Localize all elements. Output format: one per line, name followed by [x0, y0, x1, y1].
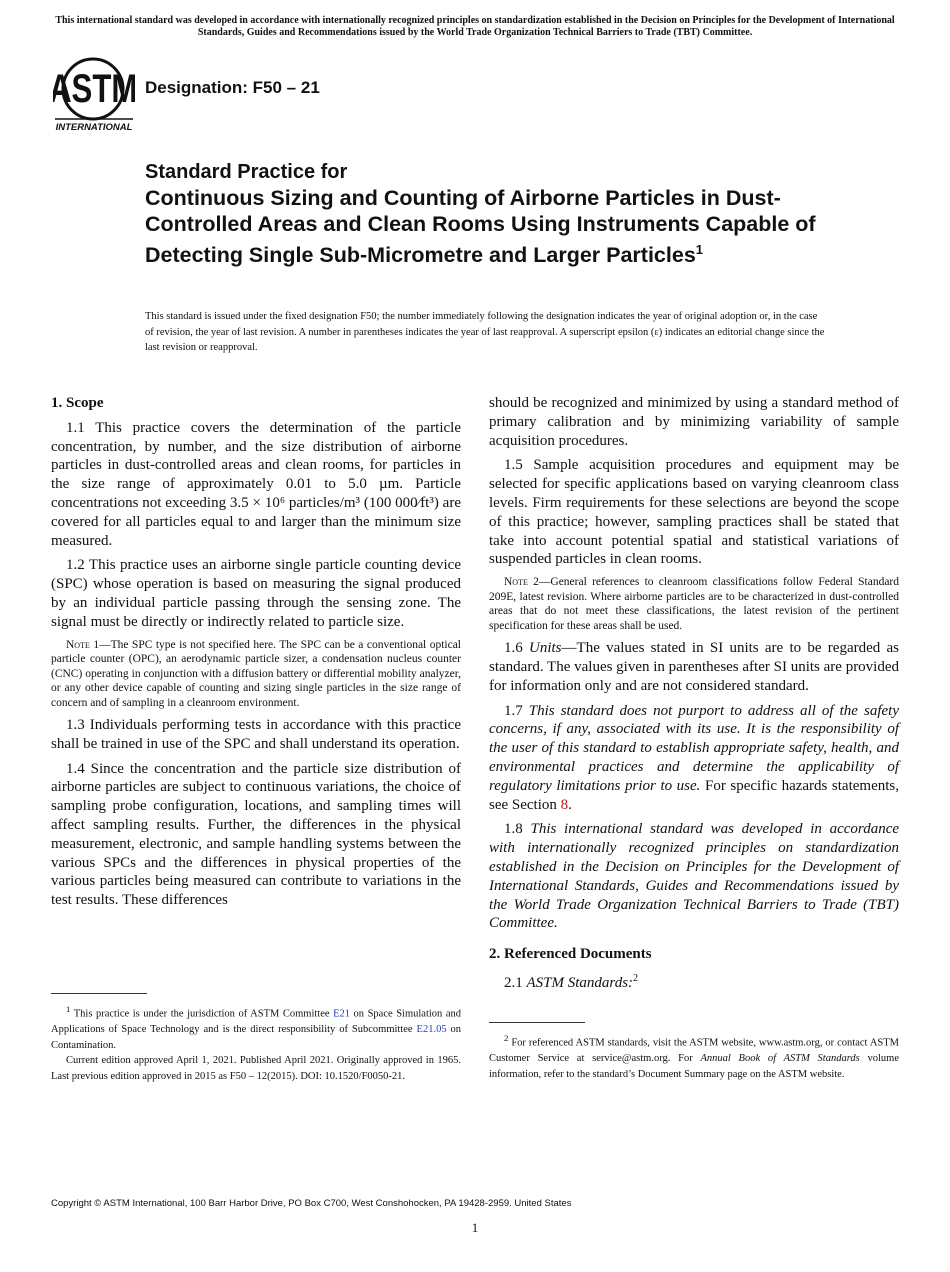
paragraph-1-7-number: 1.7 [504, 702, 523, 719]
units-label: Units [529, 640, 562, 657]
paragraph-1-4: 1.4 Since the concentration and the particle size distribution of airborne particles are subject to continuous variations, the choice of sampling probe configuration, locations, and sampling times will affect sampling results. Further, the differences in the physical measurement, electronic, and sample handling systems between the various SPCs and the differences in physical properties of the various particles being measured can contribute to variations in the test results. These differences [51, 760, 461, 909]
committee-e21-link[interactable]: E21 [333, 1008, 350, 1020]
footnote-rule-right [489, 1022, 585, 1023]
paragraph-1-6-text: —The values stated in SI units are to be regarded as standard. The values given in parentheses after SI units are provided for information only and are not considered standard. [489, 640, 900, 694]
annual-book-title: Annual Book of ASTM Standards [700, 1053, 860, 1064]
footnote-2-text-a: For referenced ASTM standards, visit the ASTM website, www.astm.org, or contact ASTM Customer Service at service@astm.org. For [489, 1037, 899, 1064]
footnote-1-text-b: on Space Simulation and Applications of Space Technology and is the direct responsibility of Subcommittee [51, 1008, 461, 1035]
paragraph-2-1-number: 2.1 [504, 974, 523, 991]
issue-note: This standard is issued under the fixed designation F50; the number immediately following the designation indicates the year of original adoption or, in the case of revision, the year of last revision. A number in parentheses indicates the year of last reapproval. A superscript epsilon (ε) indicates an editorial change since the last revision or reapproval. [145, 311, 825, 353]
section-heading-referenced-documents: 2. Referenced Documents [489, 946, 652, 963]
title-block [145, 160, 845, 268]
paragraph-1-2: 1.2 This practice uses an airborne single particle counting device (SPC) whose operation is based on measuring the signal produced by an individual particle passing through the sensing zone. The signal must be directly or indirectly related to particle size. [51, 557, 461, 630]
footnote-2-ref[interactable]: 2 [633, 972, 639, 984]
paragraph-1-8-number: 1.8 [504, 821, 523, 838]
section-heading-scope: 1. Scope [51, 395, 104, 411]
footnote-2-mark: 2 [504, 1033, 509, 1043]
note-1-text: —The SPC type is not specified here. The SPC can be a conventional optical particle counter (OPC), an aerodynamic particle sizer, a condensation nucleus counter (CNC) operating in conjunction with a diffusion battery or differential mobility analyzer, or any other device capable of counting and sizing single particles in the size range of concern and of sampling in a cleanroom environment. [51, 638, 462, 709]
right-column [489, 394, 899, 999]
wto-statement: This international standard was developed in accordance with internationally recognized principles on standardization established in the Decision on Principles for the Development of International Standards, Guides and Recommendations issued by the World Trade Organization Technical Barriers to Trade (TBT) Committee. [489, 821, 900, 932]
title-prefix: Standard Practice for [145, 161, 348, 183]
svg-text:INTERNATIONAL: INTERNATIONAL [55, 122, 133, 133]
paragraph-1-7: 1.7 This standard does not purport to address all of the safety concerns, if any, associated with its use. It is the responsibility of the user of this standard to establish appropriate safety, health, and environmental practices and determine the applicability of regulatory limitations prior to use. For specific hazards statements, see Section 8. [489, 702, 899, 813]
paragraph-2-1 [489, 970, 899, 993]
footnote-1 [51, 1002, 461, 1084]
svg-text:ASTM: ASTM [53, 66, 135, 112]
footnote-2-para [489, 1031, 899, 1082]
paragraph-1-5: 1.5 Sample acquisition procedures and equipment may be selected for specific applications based on varying cleanroom class levels. Firm requirements for these selections are beyond the scope of this practice; however, sampling practices shall be stated that take into account potential spatial and statistical variations of suspended particles in clean rooms. [489, 457, 899, 568]
footnote-1-text-c: on Contamination. [51, 1024, 462, 1051]
paragraph-1-6-number: 1.6 [504, 640, 523, 657]
note-2 [489, 575, 899, 633]
footnote-2 [489, 1031, 899, 1082]
page-number: 1 [471, 1220, 479, 1235]
footnote-2-text-b: volume information, refer to the standard’s Document Summary page on the ASTM website. [489, 1053, 900, 1080]
note-2-text: —General references to cleanroom classifications follow Federal Standard 209E, latest revision. Where airborne particles are to be characterized in dust-controlled areas that do not meet these classifications, the latest revision of the pertinent specification for these areas shall be used. [489, 576, 899, 632]
footnote-1-para-2: Current edition approved April 1, 2021. Published April 2021. Originally approved in 1965. Last previous edition approved in 2015 as F50 – 12(2015). DOI: 10.1520/F0050-21. [51, 1055, 461, 1082]
paragraph-1-6 [489, 639, 899, 695]
note-1-label: Note 1 [66, 638, 100, 651]
subcommittee-e21-05-link[interactable]: E21.05 [416, 1024, 447, 1035]
footnote-rule-left [51, 993, 147, 994]
note-1 [51, 638, 461, 711]
left-column [51, 394, 461, 916]
footnote-1-text-a: This practice is under the jurisdiction of ASTM Committee [73, 1008, 330, 1020]
section-8-link[interactable]: 8 [560, 796, 569, 813]
footnote-1-para-1 [51, 1002, 461, 1053]
paragraph-1-7-tail: For specific hazards statements, see Section [489, 777, 899, 813]
astm-standards-label: ASTM Standards: [526, 974, 634, 991]
designation: Designation: F50 – 21 [145, 78, 320, 97]
title-text: Continuous Sizing and Counting of Airborne Particles in Dust-Controlled Areas and Clean Rooms Using Instruments Capable of Detecting Single Sub-Micrometre and Larger Particles [145, 186, 816, 268]
page-title [145, 185, 845, 268]
copyright-notice: Copyright © ASTM International, 100 Barr Harbor Drive, PO Box C700, West Conshohocken, PA 19428-2959. United States [51, 1198, 572, 1209]
astm-logo [53, 56, 135, 134]
note-2-label: Note 2 [504, 576, 539, 589]
paragraph-1-3: 1.3 Individuals performing tests in accordance with this practice shall be trained in use of the SPC and shall understand its operation. [51, 717, 461, 752]
astm-logo-icon [53, 56, 135, 134]
tbt-notice: This international standard was developed in accordance with internationally recognized principles on standardization established in the Decision on Principles for the Development of International Standards, Guides and Recommendations issued by the World Trade Organization Technical Barriers to Trade (TBT) Committee. [55, 15, 895, 38]
paragraph-1-8 [489, 820, 899, 933]
paragraph-1-4-continued: should be recognized and minimized by using a standard method of primary calibration and by minimizing variability of sample acquisition procedures. [489, 395, 899, 449]
title-footnote-mark: 1 [695, 242, 704, 257]
paragraph-1-1: 1.1 This practice covers the determination of the particle concentration, by number, and the size distribution of airborne particles in dust-controlled areas and clean rooms, for particles in the size range of approximately 0.01 to 5.0 µm. Particle concentrations not exceeding 3.5 × 10⁶ particles/m³ (100 000⁄ft³) are covered for all particles equal to and larger than the minimum size measured. [51, 419, 461, 549]
footnote-1-mark: 1 [66, 1004, 71, 1014]
safety-caveat: This standard does not purport to address all of the safety concerns, if any, associated with its use. It is the responsibility of the user of this standard to establish appropriate safety, health, and environmental practices and determine the applicability of regulatory limitations prior to use. [489, 702, 899, 794]
